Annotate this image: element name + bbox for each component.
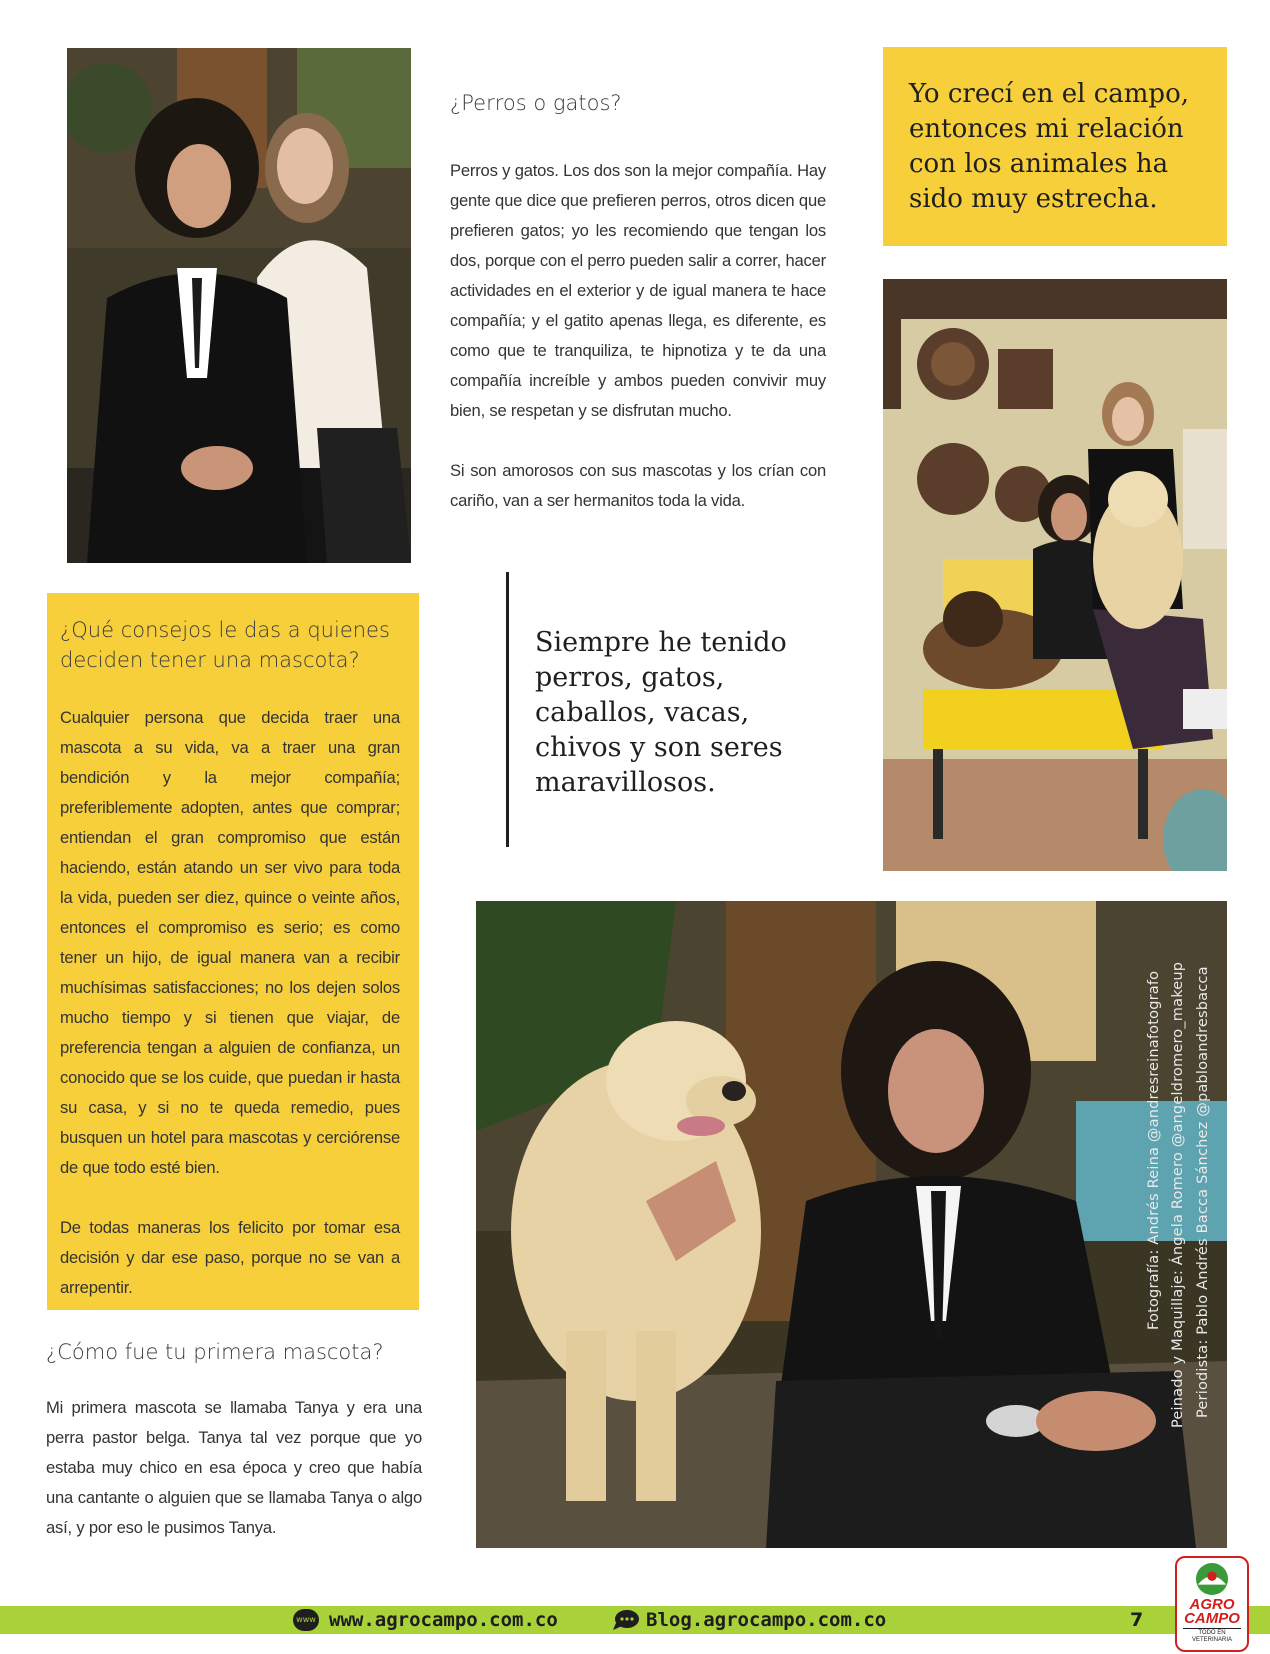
question-1-heading: ¿Perros o gatos? [450,91,622,115]
quote-top-text: Yo crecí en el campo, entonces mi relación con los animales ha sido muy estrecha. [909,79,1189,214]
photo-sofa-dogs [883,279,1227,871]
credit-journalist: Periodista: Pablo Andrés Bacca Sánchez @pabloandresbacca [1195,966,1211,1418]
question-2-paragraph-2: De todas maneras los felicito por tomar esa decisión y dar ese paso, porque no se van a arrepentir. [60,1218,400,1297]
question-1-paragraph-1: Perros y gatos. Los dos son la mejor compañía. Hay gente que dice que prefieren perros, otros dicen que prefieren gatos; yo les recomiendo que tengan los dos, porque con el perro pueden salir a correr, hacer actividades en el exterior y de igual manera te hace compañía; y el gatito apenas llega, es diferente, es como que te tranquiliza, te hipnotiza y te da una compañía increíble y ambos pueden convivir muy bien, se respetan y se disfrutan mucho. [450,161,826,420]
question-2-heading: ¿Qué consejos le das a quienes deciden tener una mascota? [60,618,390,672]
credit-makeup: Peinado y Maquillaje: Ángela Romero @angeldromero_makeup [1170,961,1186,1428]
question-3-heading: ¿Cómo fue tu primera mascota? [46,1340,384,1364]
question-2-paragraph-1: Cualquier persona que decida traer una mascota a su vida, va a traer una gran bendición y la mejor compañía; preferiblemente adopten, antes que comprar; entiendan el gran compromiso que están haciendo, están atando un ser vivo para toda la vida, pueden ser diez, quince o veinte años, entonces el compromiso es serio; es como tener un hijo, de igual manera van a recibir muchísimas satisfacciones; no los dejen solos mucho tiempo y si tienen que viajar, de preferencia tengan a alguien de confianza, un conocido que se los cuide, que puedan ir hasta su casa, y si no te queda remedio, pues busquen un hotel para mascotas y cerciórense de que todo esté bien. [60,708,400,1177]
page-number: 7 [1130,1609,1144,1631]
quote-middle-text: Siempre he tenido perros, gatos, caballos, vacas, chivos y son seres maravillosos. [535,627,787,798]
logo-emblem-icon [1179,1560,1245,1598]
blog-link[interactable]: Blog.agrocampo.com.co [646,1609,887,1631]
chat-bubble-icon [612,1609,640,1631]
website-link[interactable]: www.agrocampo.com.co [329,1609,558,1631]
quote-box-top [883,47,1227,246]
credit-photography: Fotografía: Andrés Reina @andresreinafotografo [1146,970,1162,1330]
photo-man-labrador [476,901,1227,1548]
question-1-section [450,88,826,516]
question-3-paragraph-1: Mi primera mascota se llamaba Tanya y era una perra pastor belga. Tanya tal vez porque que yo estaba muy chico en esa época y creo que había una cantante o alguien que se llamaba Tanya o algo así, y por eso le pusimos Tanya. [46,1398,422,1537]
www-globe-icon: www [293,1609,319,1631]
logo-tagline: TODO EN VETERINARIA [1183,1628,1241,1644]
question-3-section [46,1337,422,1543]
logo-text-agro: AGRO [1189,1596,1235,1613]
advice-box [47,593,419,1310]
quote-divider-line [506,572,509,847]
logo-text-campo: CAMPO [1184,1610,1240,1627]
question-1-paragraph-2: Si son amorosos con sus mascotas y los crían con cariño, van a ser hermanitos toda la vida. [450,461,826,510]
photo-couple [67,48,411,563]
agrocampo-logo [1175,1556,1249,1652]
